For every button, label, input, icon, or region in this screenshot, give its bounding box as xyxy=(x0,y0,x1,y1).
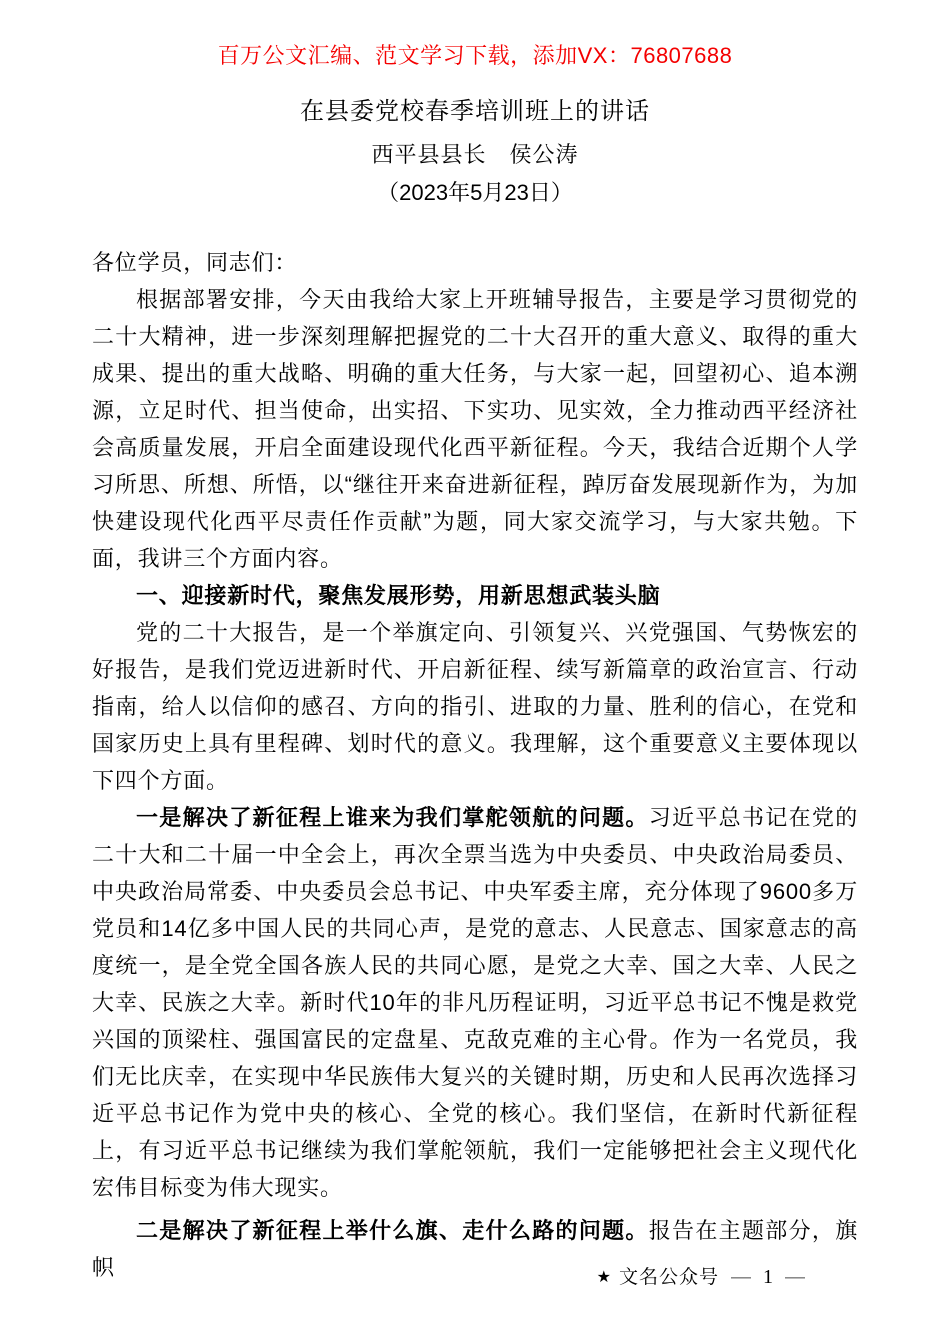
point-1-paragraph xyxy=(92,799,858,1206)
page-footer xyxy=(0,1262,817,1293)
footer-account-label: 文名公众号 xyxy=(618,1267,719,1288)
point-1-lead: 一是解决了新征程上谁来为我们掌舵领航的问题。 xyxy=(136,805,649,830)
section-1-heading: 一、迎接新时代，聚焦发展形势，用新思想武装头脑 xyxy=(136,583,661,608)
header-promo-notice: 百万公文汇编、范文学习下载，添加VX：76807688 xyxy=(217,43,733,68)
point-1-text: 习近平总书记在党的二十大和二十届一中全会上，再次全票当选为中央委员、中央政治局委员、中央政治局常委、中央委员会总书记、中央军委主席，充分体现了9600多万党员和14亿多中国人民的共同心声，是党的意志、人民意志、国家意志的高度统一，是全党全国各族人民的共同心愿，是党之大幸、国之大幸、人民之大幸、民族之大幸。新时代10年的非凡历程证明，习近平总书记不愧是救党兴国的顶梁柱、强国富民的定盘星、克敌克难的主心骨。作为一名党员，我们无比庆幸，在实现中华民族伟大复兴的关键时期，历史和人民再次选择习近平总书记作为党中央的核心、全党的核心。我们坚信，在新时代新征程上，有习近平总书记继续为我们掌舵领航，我们一定能够把社会主义现代化宏伟目标变为伟大现实。 xyxy=(92,805,859,1200)
point-2-text: 报告在主题部分，旗帜 xyxy=(92,1218,859,1280)
section-1-intro-paragraph: 党的二十大报告，是一个举旗定向、引领复兴、兴党强国、气势恢宏的好报告，是我们党迈进新时代、开启新征程、续写新篇章的政治宣言、行动指南，给人以信仰的感召、方向的指引、进取的力量、胜利的信心，在党和国家历史上具有里程碑、划时代的意义。我理解，这个重要意义主要体现以下四个方面。 xyxy=(92,620,858,793)
page-number: 1 xyxy=(763,1266,773,1288)
point-2-lead: 二是解决了新征程上举什么旗、走什么路的问题。 xyxy=(136,1218,649,1243)
footer-dash-right: — xyxy=(785,1266,805,1288)
salutation-line: 各位学员，同志们： xyxy=(92,250,298,275)
document-author: 西平县县长 侯公涛 xyxy=(371,142,579,167)
document-date: （2023年5月23日） xyxy=(377,180,573,205)
document-title: 在县委党校春季培训班上的讲话 xyxy=(300,98,650,125)
document-body xyxy=(92,244,858,1286)
star-icon: ★ xyxy=(596,1269,611,1286)
opening-paragraph: 根据部署安排，今天由我给大家上开班辅导报告，主要是学习贯彻党的二十大精神，进一步深刻理解把握党的二十大召开的重大意义、取得的重大成果、提出的重大战略、明确的重大任务，与大家一起，回望初心、追本溯源，立足时代、担当使命，出实招、下实功、见实效，全力推动西平经济社会高质量发展，开启全面建设现代化西平新征程。今天，我结合近期个人学习所思、所想、所悟，以“继往开来奋进新征程，踔厉奋发展现新作为，为加快建设现代化西平尽责任作贡献”为题，同大家交流学习，与大家共勉。下面，我讲三个方面内容。 xyxy=(92,287,858,571)
footer-dash-left: — xyxy=(731,1266,751,1288)
